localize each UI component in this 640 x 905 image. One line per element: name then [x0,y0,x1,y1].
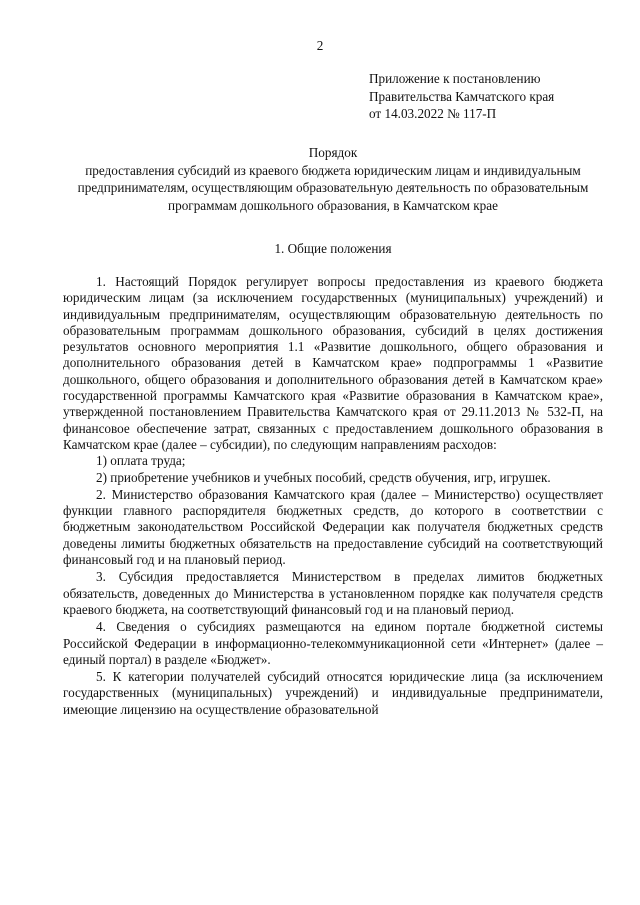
document-title [63,144,603,214]
title-heading: Порядок [308,145,358,160]
appendix-line: Приложение к постановлению [369,71,541,86]
paragraph: 5. К категории получателей субсидий относятся юридические лица (за исключением государственных (муниципальных) учреждений) и индивидуальные предприниматели, имеющие лицензию на осуществление образовательной [63,669,603,717]
paragraph: 3. Субсидия предоставляется Министерством в пределах лимитов бюджетных обязательств, доведенных до Министерства в установленном порядке как получателя средств краевого бюджета, на соответствующий финансовый год и на плановый период. [63,569,603,617]
paragraph: 1) оплата труда; [96,453,186,469]
paragraph: 2. Министерство образования Камчатского края (далее – Министерство) осуществляет функции главного распорядителя бюджетных средств, до которого в соответствии с бюджетным законодательством Российской Федерации как получателя бюджетных средств доведены лимиты бюджетных обязательств на предоставление субсидий на соответствующий финансовый год и на плановый период. [63,486,603,568]
title-text: предоставления субсидий из краевого бюджета юридическим лицам и индивидуальным предпринимателям, осуществляющим образовательную деятельность по образовательным программам дошкольного образования, в Камчатском крае [77,162,589,213]
document-body [63,274,603,718]
page-number: 2 [316,38,324,53]
paragraph: 1. Настоящий Порядок регулирует вопросы предоставления из краевого бюджета юридическим лицам (за исключением государственных (муниципальных) учреждений) и индивидуальным предпринимателям, осуществляющим образовательную деятельность по образовательным программам дошкольного образования, субсидий в целях достижения результатов основного мероприятия 1.1 «Развитие дошкольного, общего образования и дополнительного образования детей в Камчатском крае» подпрограммы 1 «Развитие дошкольного, общего образования и дополнительного образования детей в Камчатском крае» государственной программы Камчатского края «Развитие образования в Камчатском крае», утвержденной постановлением Правительства Камчатского края от 29.11.2013 № 532-П, на финансовое обеспечение затрат, связанных с предоставлением дошкольного образования в Камчатском крае (далее – субсидии), по следующим направлениям расходов: [63,274,603,452]
section-heading: 1. Общие положения [274,241,392,256]
paragraph: 2) приобретение учебников и учебных пособий, средств обучения, игр, игрушек. [96,469,551,485]
appendix-line: от 14.03.2022 № 117-П [369,106,497,121]
appendix-block [369,70,554,123]
appendix-line: Правительства Камчатского края [369,88,555,104]
paragraph: 4. Сведения о субсидиях размещаются на едином портале бюджетной системы Российской Федерации в информационно-телекоммуникационной сети «Интернет» (далее – единый портал) в разделе «Бюджет». [63,619,603,667]
